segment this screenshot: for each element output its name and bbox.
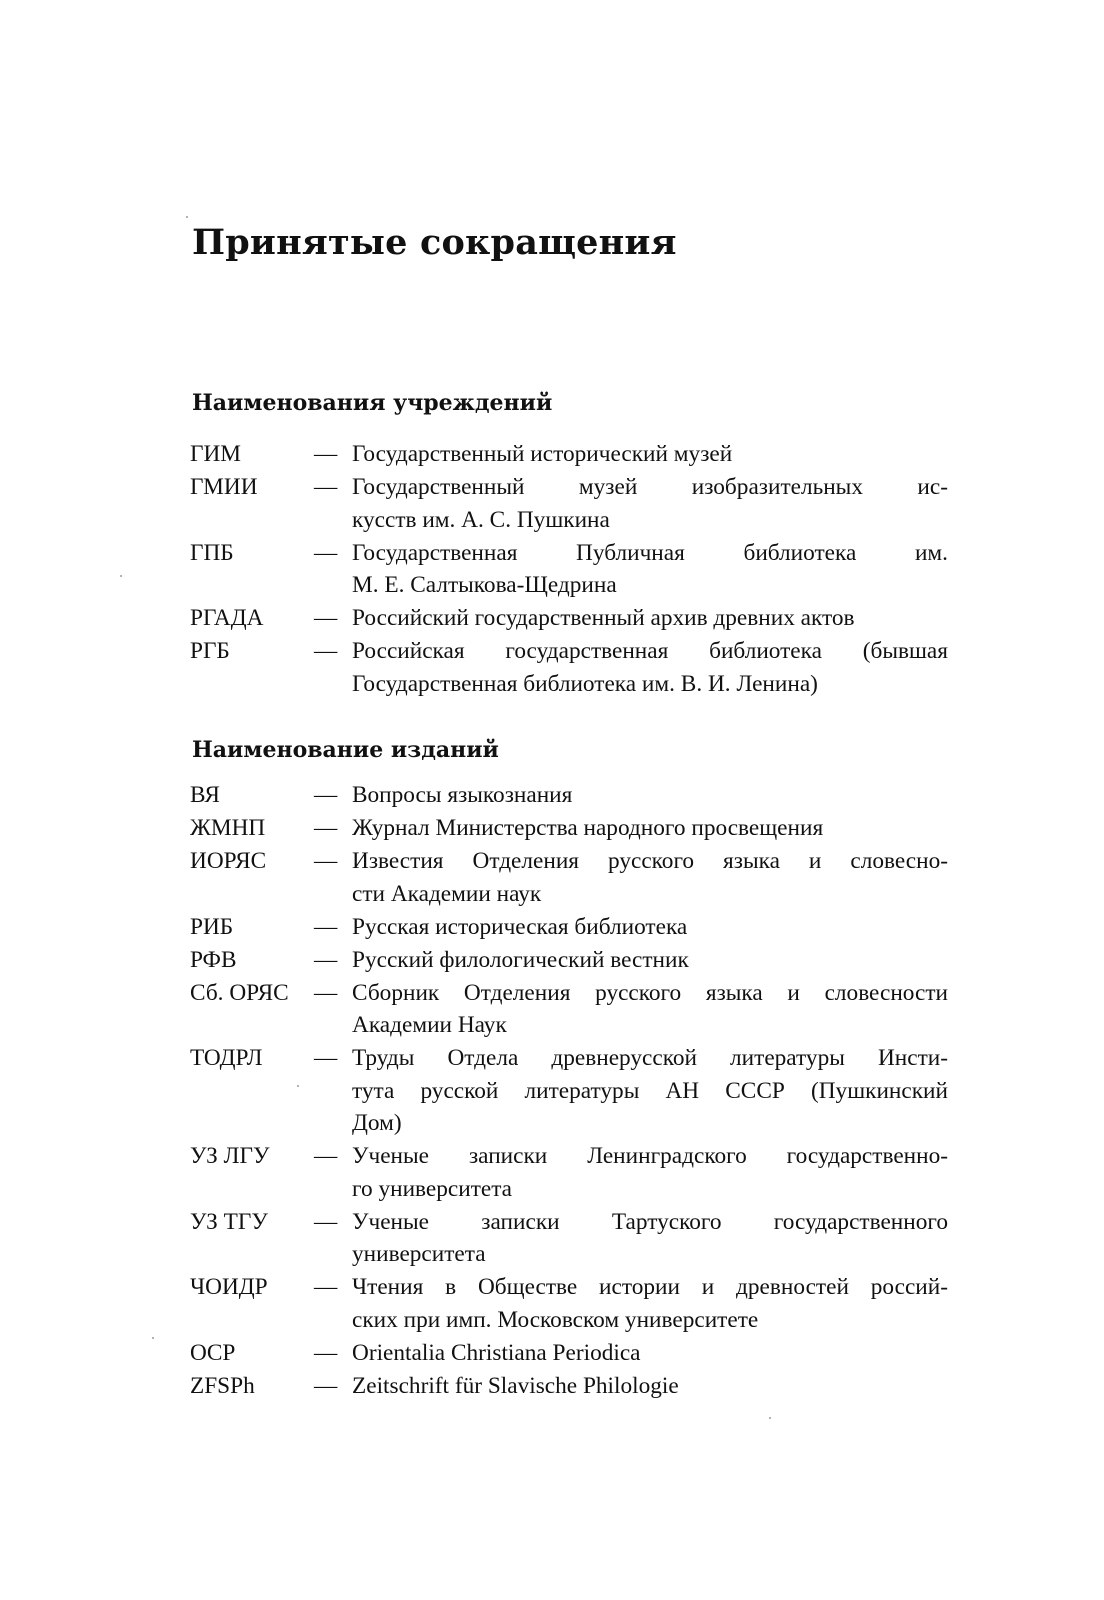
abbreviation-entry: [190, 602, 948, 635]
definition-line: ских при имп. Московском университете: [352, 1306, 759, 1333]
definition-line: Дом): [352, 1110, 402, 1136]
abbreviation: ГИМ: [190, 441, 242, 467]
abbreviation: РИБ: [190, 913, 234, 940]
abbreviation-definition: [352, 1042, 948, 1140]
abbreviation-definition: [352, 438, 948, 471]
abbreviation-entry: [190, 537, 948, 602]
abbreviation: УЗ ТГУ: [190, 1208, 268, 1235]
section-heading-publications: Наименование изданий: [192, 737, 499, 763]
abbreviation-entry: [190, 812, 948, 845]
em-dash: —: [314, 474, 338, 500]
em-dash: —: [314, 539, 338, 566]
abbreviation-definition: [352, 471, 948, 536]
abbreviation-definition: [352, 779, 948, 812]
abbreviation-definition: [352, 944, 948, 977]
abbreviation-definition: [352, 812, 948, 845]
abbreviation: ZFSPh: [190, 1372, 255, 1399]
em-dash: —: [314, 782, 338, 808]
scan-speck: [297, 1085, 299, 1087]
abbreviation-definition: [352, 1271, 948, 1336]
abbreviation-entry: [190, 911, 948, 944]
scan-speck: [769, 1417, 771, 1419]
em-dash: —: [314, 946, 338, 973]
abbreviation-entry: [190, 438, 948, 471]
scan-speck: [186, 216, 188, 218]
em-dash: —: [314, 815, 338, 841]
abbreviation-definition: [352, 602, 948, 635]
definition-line: Государственная Публичная библиотека им.: [352, 539, 948, 566]
abbreviation-definition: [352, 1206, 948, 1271]
definition-line: университета: [352, 1241, 486, 1267]
abbreviation: ЖМНП: [190, 815, 266, 841]
abbreviation-entry: [190, 1271, 948, 1336]
abbreviation-entry: [190, 977, 948, 1042]
abbreviation: ТОДРЛ: [190, 1045, 263, 1071]
scan-speck: [120, 575, 122, 577]
definition-line: Российская государственная библиотека (бывшая: [352, 638, 948, 664]
definition-line: Ученые записки Тартуского государственного: [352, 1208, 948, 1235]
abbreviation: Сб. ОРЯС: [190, 979, 289, 1006]
abbreviation-entry: [190, 471, 948, 536]
definition-line: кусств им. А. С. Пушкина: [352, 506, 610, 533]
abbreviation: РГАДА: [190, 605, 264, 631]
em-dash: —: [314, 1339, 338, 1366]
em-dash: —: [314, 605, 338, 631]
definition-line: Государственный музей изобразительных ис-: [352, 474, 948, 500]
abbreviation: ЧОИДР: [190, 1274, 268, 1300]
em-dash: —: [314, 848, 338, 874]
definition-line: Русская историческая библиотека: [352, 913, 688, 940]
abbreviation: ГМИИ: [190, 474, 258, 500]
abbreviation: ВЯ: [190, 782, 220, 808]
abbreviation-definition: [352, 1337, 948, 1370]
definition-line: Вопросы языкознания: [352, 782, 573, 808]
section-heading-institutions: Наименования учреждений: [192, 390, 553, 416]
definition-line: Чтения в Обществе истории и древностей россий-: [352, 1274, 948, 1300]
abbreviation-entry: [190, 1140, 948, 1205]
definition-line: го университета: [352, 1175, 513, 1202]
definition-line: Сборник Отделения русского языка и словесности: [352, 979, 948, 1006]
abbreviation-entry: [190, 635, 948, 700]
abbreviation-definition: [352, 1140, 948, 1205]
definition-line: Журнал Министерства народного просвещения: [352, 815, 824, 841]
definition-line: Orientalia Christiana Periodica: [352, 1339, 641, 1366]
abbreviation-entry: [190, 779, 948, 812]
em-dash: —: [314, 1045, 338, 1071]
abbreviation-definition: [352, 537, 948, 602]
page-title: Принятые сокращения: [192, 222, 677, 263]
institutions-list: [190, 438, 948, 700]
definition-line: тута русской литературы АН СССР (Пушкинский: [352, 1077, 948, 1104]
abbreviation: OCP: [190, 1339, 236, 1366]
em-dash: —: [314, 979, 338, 1006]
definition-line: Ученые записки Ленинградского государственно-: [352, 1143, 948, 1169]
abbreviation-entry: [190, 944, 948, 977]
em-dash: —: [314, 1274, 338, 1300]
abbreviation-entry: [190, 1042, 948, 1140]
em-dash: —: [314, 441, 338, 467]
scan-speck: [152, 1337, 154, 1339]
abbreviation: ГПБ: [190, 539, 234, 566]
abbreviation-entry: [190, 845, 948, 910]
abbreviation-entry: [190, 1370, 948, 1403]
abbreviation: РГБ: [190, 638, 230, 664]
definition-line: Академии Наук: [352, 1012, 507, 1038]
abbreviation-definition: [352, 911, 948, 944]
abbreviation-entry: [190, 1206, 948, 1271]
definition-line: Труды Отдела древнерусской литературы Инсти-: [352, 1045, 948, 1071]
abbreviation-definition: [352, 977, 948, 1042]
definition-line: Государственная библиотека им. В. И. Ленина): [352, 670, 818, 697]
abbreviation: УЗ ЛГУ: [190, 1143, 270, 1169]
definition-line: Российский государственный архив древних актов: [352, 605, 855, 631]
em-dash: —: [314, 913, 338, 940]
em-dash: —: [314, 1143, 338, 1169]
em-dash: —: [314, 638, 338, 664]
em-dash: —: [314, 1208, 338, 1235]
definition-line: сти Академии наук: [352, 880, 542, 907]
em-dash: —: [314, 1372, 338, 1399]
definition-line: Zeitschrift für Slavische Philologie: [352, 1372, 679, 1399]
abbreviation: ИОРЯС: [190, 848, 267, 874]
definition-line: М. Е. Салтыкова-Щедрина: [352, 572, 617, 598]
abbreviation-entry: [190, 1337, 948, 1370]
abbreviation-definition: [352, 845, 948, 910]
definition-line: Русский филологический вестник: [352, 946, 689, 973]
definition-line: Государственный исторический музей: [352, 441, 733, 467]
definition-line: Известия Отделения русского языка и словесно-: [352, 848, 948, 874]
publications-list: [190, 779, 948, 1402]
abbreviation-definition: [352, 1370, 948, 1403]
abbreviation-definition: [352, 635, 948, 700]
abbreviation: РФВ: [190, 946, 237, 973]
